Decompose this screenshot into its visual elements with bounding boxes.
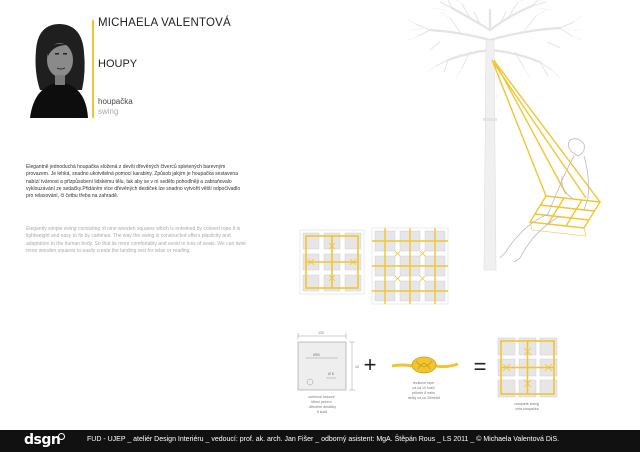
project-title: HOUPY	[98, 58, 138, 70]
dim-hole: Ø 8	[328, 372, 334, 376]
person-sketch	[500, 139, 589, 262]
logo-mark-icon	[58, 433, 65, 440]
swing-ropes	[492, 60, 600, 202]
caption-wood: smrkové bukové tělesí pečení - dřevěné destičky 9 kusů	[306, 395, 337, 414]
swing-view-b	[372, 228, 448, 304]
caption-rope: rezikové rope ca ca 10 kusů průměr 8 nebo délky ca ca 30metrů	[407, 381, 441, 400]
plus-sign: +	[363, 352, 377, 377]
dim-inner: Ø50	[313, 353, 320, 357]
dim-side: 10	[355, 365, 359, 369]
dsgn-logo: dsgn	[24, 432, 61, 448]
project-subtitle-cz: houpačka	[98, 97, 133, 106]
tree-trunk	[484, 40, 496, 270]
equals-sign: =	[473, 354, 487, 379]
swing-complete	[498, 338, 557, 397]
caption-swing: complete swing celá houpačka	[514, 402, 539, 411]
swing-seat	[530, 196, 600, 228]
dim-width: 120	[318, 331, 324, 335]
footer-bar	[0, 430, 640, 452]
description-cz: Elegantně jednoduchá houpačka složená z devíti dřevěných čtverců spletených barevným provazem. Je lehká, snadno ukotvitelná pomocí karabiny. Způsob jakým je houpačka sestavena nabízí tvárnost a přizpůsobení lidskému tělu, tak aby se v ní sedělo pohodlněji a zabraňovalo vyklouzávání ze sedačky.Přidáním více dřevěných destiček lze snadno vytvořit větší odpočívadlo pro relaxování, či četbu třeba na zahradě.	[26, 164, 241, 200]
project-subtitle-en: swing	[98, 107, 119, 116]
technical-drawing	[298, 333, 355, 390]
swing-view-a	[300, 230, 364, 294]
description-en: Elegantly simple swing consisting of nine wooden squares which is entwined by colored rope.It is lightweight and easy to fix by carbines. The way the swing is constructed offers plasticity and adaptation to the human body. So that its more comfortably and avoid to loss of seats..We can twist more wooden squares to easily create the landing rest for relax or reading.	[26, 226, 246, 254]
rope-knot-illustration	[392, 357, 458, 373]
author-name: MICHAELA VALENTOVÁ	[98, 17, 231, 29]
footer-credits: FUD - UJEP _ ateliér Design Interiéru _ vedoucí: prof. ak. arch. Jan Fišer _ odborný asistent: MgA. Štěpán Rous _ LS 2011 _ © Michaela Valentová DiS.	[87, 436, 560, 443]
